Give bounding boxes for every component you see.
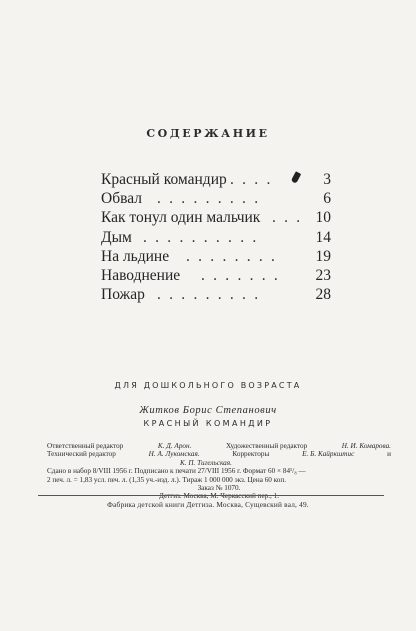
imprint-text: Технический редактор	[47, 450, 116, 459]
toc-entry	[101, 170, 331, 189]
toc-entry-title: Красный командир	[101, 171, 227, 188]
toc-entry-leader: . . . . . . . . . .	[143, 228, 259, 246]
toc-entry	[101, 247, 331, 266]
imprint-line-editors	[47, 442, 391, 450]
toc-entry-leader: . . .	[272, 209, 303, 227]
imprint-text: Художественный редактор	[225, 442, 308, 450]
imprint-line-print-dates: Сдано в набор 8/VIII 1956 г. Подписано к печати 27/VIII 1956 г. Формат 60 × 84¹/₈ —	[47, 467, 306, 476]
imprint-name: Н. И. Комарова.	[341, 442, 391, 450]
toc-entry-title: Пожар	[101, 286, 145, 304]
toc-entry-title: Дым	[101, 228, 132, 246]
imprint-name: К. П. Тигельская.	[180, 458, 232, 467]
toc-entry-leader: . . . . . . . . .	[157, 286, 261, 304]
toc-entry-page: 3	[323, 171, 331, 188]
toc-entry-leader: . . . . . . . . .	[157, 190, 261, 208]
toc-entry	[101, 189, 331, 208]
toc-entry-leader: . . . . . . . .	[186, 247, 278, 265]
toc-entry	[101, 208, 331, 227]
toc-entry-leader: . . . . . . .	[201, 266, 280, 284]
toc-entry-page: 19	[315, 247, 331, 265]
toc-entry-title: На льдине	[101, 247, 170, 265]
toc-entry-page: 23	[315, 266, 331, 284]
table-of-contents	[101, 170, 331, 304]
imprint-text: и	[387, 450, 391, 459]
toc-heading: СОДЕРЖАНИЕ	[146, 127, 270, 140]
toc-entry-title: Обвал	[101, 190, 142, 208]
toc-entry-page: 14	[315, 228, 331, 246]
imprint-name: Н. А. Лукомская.	[148, 450, 200, 459]
imprint-text: Корректоры	[232, 450, 270, 459]
series-line: ДЛЯ ДОШКОЛЬНОГО ВОЗРАСТА	[114, 381, 302, 390]
imprint-line-order: Заказ № 1070.	[197, 483, 241, 492]
toc-entry-title: Как тонул один мальчик	[101, 209, 261, 227]
printer-line: Фабрика детской книги Детгиза. Москва, Сущевский вал, 49.	[107, 500, 309, 509]
toc-entry	[101, 285, 331, 304]
imprint-block	[47, 442, 391, 501]
toc-entry-page: 10	[315, 209, 331, 227]
imprint-name: Е. Б. Кайркштис	[302, 450, 355, 459]
toc-entry	[101, 228, 331, 247]
toc-entry	[101, 266, 331, 285]
imprint-line-technical	[47, 450, 391, 458]
divider	[38, 495, 384, 496]
toc-entry-page: 6	[323, 190, 331, 208]
imprint-name: К. Д. Арон.	[157, 442, 192, 450]
author-name: Житков Борис Степанович	[139, 405, 277, 416]
toc-entry-title: Наводнение	[101, 266, 181, 284]
imprint-line-print-run: 2 печ. л. = 1,83 усл. печ. л. (1,35 уч.-изд. л.). Тираж 1 000 000 экз. Цена 60 коп.	[47, 475, 287, 484]
imprint-line-proofreader	[47, 459, 391, 467]
toc-entry-page: 28	[315, 286, 331, 304]
toc-entry-leader: . . . .	[230, 171, 273, 188]
imprint-text: Ответственный редактор	[47, 442, 124, 450]
imprint-line-publisher: Детгиз. Москва, М. Черкасский пер., 1.	[158, 492, 280, 501]
book-title: КРАСНЫЙ КОМАНДИР	[143, 419, 273, 428]
